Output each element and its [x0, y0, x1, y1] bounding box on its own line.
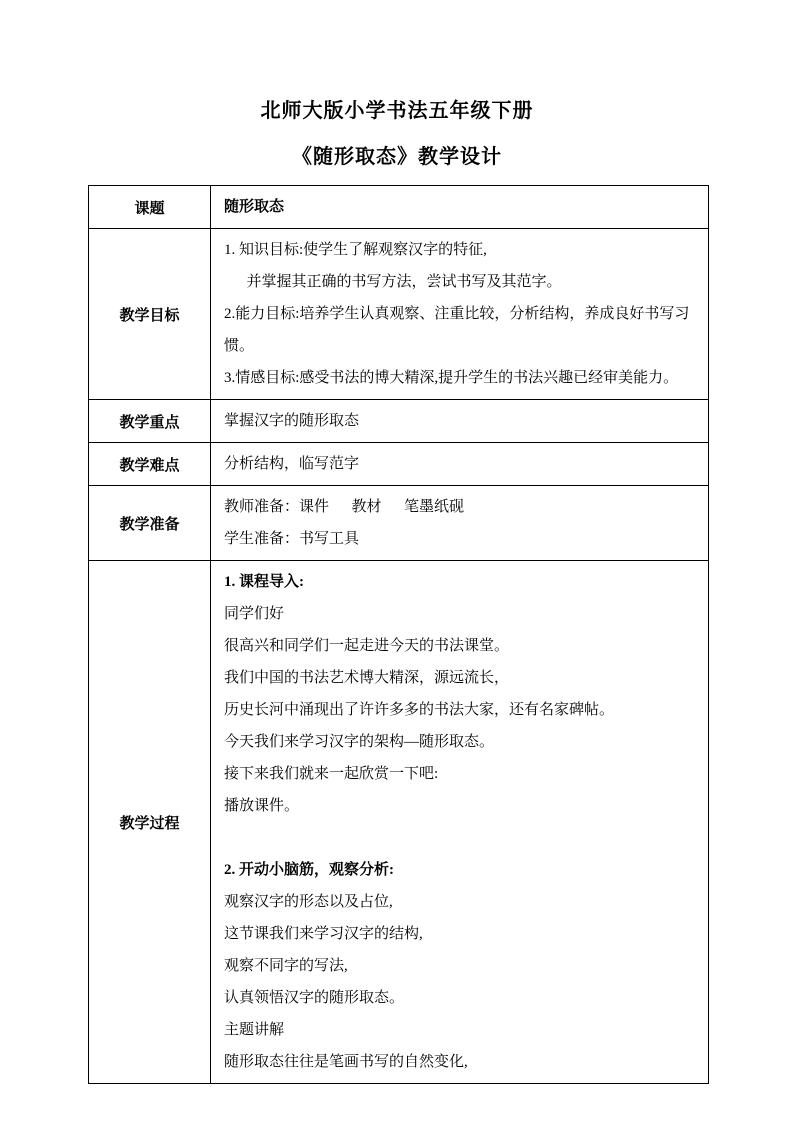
content-line: 1. 课程导入:	[224, 574, 304, 590]
content-line: 认真领悟汉字的随形取态。	[224, 990, 405, 1006]
content-line: 分析结构，临写范字	[224, 456, 360, 472]
content-line: 播放课件。	[224, 798, 300, 814]
document-title-line2: 《随形取态》教学设计	[292, 146, 502, 168]
document-header	[0, 0, 794, 170]
row-content	[211, 486, 709, 561]
content-line: 2. 开动小脑筋，观察分析:	[224, 862, 394, 878]
content-line: 很高兴和同学们一起走进今天的书法课堂。	[224, 638, 510, 654]
table-row	[89, 486, 709, 561]
content-line: 随形取态	[224, 199, 285, 215]
row-content	[211, 561, 709, 1084]
content-line: 学生准备：书写工具	[224, 531, 360, 547]
row-content	[211, 186, 709, 229]
content-line: 2.能力目标:培养学生认真观察、注重比较，分析结构，养成良好书写习惯。	[224, 306, 690, 354]
lesson-plan-table-body	[89, 186, 709, 1084]
row-content	[211, 443, 709, 486]
content-line: 并掌握其正确的书写方法，尝试书写及其范字。	[246, 274, 562, 290]
content-line: 历史长河中涌现出了许许多多的书法大家，还有名家碑帖。	[224, 702, 615, 718]
content-line	[224, 822, 695, 854]
row-content	[211, 229, 709, 400]
row-label: 教学重点	[89, 400, 211, 443]
table-row	[89, 186, 709, 229]
content-line: 主题讲解	[224, 1022, 285, 1038]
content-line: 观察汉字的形态以及占位,	[224, 894, 393, 910]
table-row	[89, 561, 709, 1084]
document-title-line1: 北师大版小学书法五年级下册	[260, 100, 534, 122]
content-line: 观察不同字的写法,	[224, 958, 348, 974]
content-line: 今天我们来学习汉字的架构—随形取态。	[224, 734, 495, 750]
row-content	[211, 400, 709, 443]
content-line: 随形取态往往是笔画书写的自然变化,	[224, 1054, 468, 1070]
row-label: 课题	[89, 186, 211, 229]
row-label: 教学目标	[89, 229, 211, 400]
content-line: 教师准备：课件 教材 笔墨纸砚	[224, 499, 465, 515]
content-line: 我们中国的书法艺术博大精深，源远流长，	[224, 670, 510, 686]
content-line: 1. 知识目标:使学生了解观察汉字的特征,	[224, 242, 487, 258]
content-line: 掌握汉字的随形取态	[224, 413, 360, 429]
row-label: 教学难点	[89, 443, 211, 486]
content-line: 这节课我们来学习汉字的结构,	[224, 926, 423, 942]
lesson-plan-table	[88, 185, 709, 1084]
table-row	[89, 400, 709, 443]
table-row	[89, 229, 709, 400]
content-line: 3.情感目标:感受书法的博大精深,提升学生的书法兴趣已经审美能力。	[224, 370, 679, 386]
table-row	[89, 443, 709, 486]
content-line: 接下来我们就来一起欣赏一下吧:	[224, 766, 439, 782]
row-label: 教学准备	[89, 486, 211, 561]
row-label: 教学过程	[89, 561, 211, 1084]
content-line: 同学们好	[224, 606, 285, 622]
